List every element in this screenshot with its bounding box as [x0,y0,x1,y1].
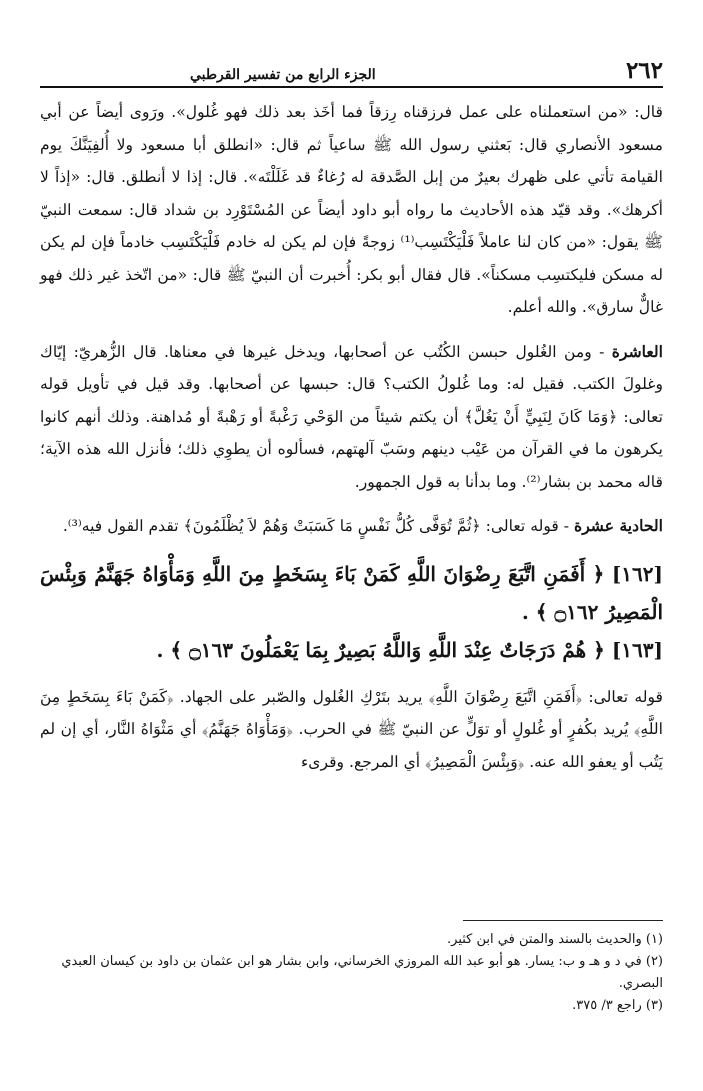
verse-163-number: [١٦٣] [611,637,663,662]
footnote-3: (٣) راجع ٣/ ٣٧٥. [572,998,663,1013]
section-eleventh-title: الحادية عشرة [574,516,663,535]
section-tenth [40,336,663,499]
running-title: الجزء الرابع من تفسير القرطبي [190,67,376,83]
paragraph-separator [40,543,663,555]
section-tenth-title: العاشرة [611,341,663,361]
section-eleventh-text: - قوله تعالى: ﴿ثُمَّ تُوَفَّى كُلُّ نَفْسٍ مَا كَسَبَتْ وَهُمْ لاَ يُظْلَمُونَ﴾ تقدم القول فيه⁽³⁾. [62,517,575,535]
page-header [40,52,663,88]
footnote-divider [463,920,663,921]
paragraph-1: قال: «من استعملناه على عمل فرزقناه رِزقاً فما أخَذ بعد ذلك فهو غُلول». ورَوى أيضاً عن أبي مسعود الأنصاري قال: بَعثني رسول الله ﷺ ساعياً ثم قال: «انطلق أبا مسعود ولا أُلفِيَنَّكَ يوم القيامة تأتي على ظهرك بعيرٌ من إبل الصَّدقة له رُغاءٌ قد غَلَلْتَه». قال: إذا لا أنطلق. قال: «إذاً لا أكرهك». وقد قيّد هذه الأحاديث ما رواه أبو داود أيضاً عن المُسْتَوْرِد بن شداد قال: سمعت النبيّ ﷺ يقول: «من كان لنا عاملاً فَلْيَكْتَسِب⁽¹⁾ زوجةً فإن لم يكن له خادم فَلْيَكْتَسِب خادماً فإن لم يكن له مسكن فليكتسِب مسكناً». قال فقال أبو بكر: أُخبرت أن النبيّ ﷺ قال: «من اتّخذ غير ذلك فهو غالٌّ سارق». والله أعلم. [40,103,663,316]
verse-162-text: ﴿ أَفَمَنِ اتَّبَعَ رِضْوَانَ اللَّهِ كَمَنْ بَاءَ بِسَخَطٍ مِنَ اللَّهِ وَمَأْوَاهُ جَهَنَّمُ وَبِئْسَ الْمَصِيرُ ۝١٦٢ ﴾ . [40,561,663,624]
footnote-1: (١) والحديث بالسند والمتن في ابن كثير. [447,932,663,947]
page-number: ٢٦٢ [625,57,663,84]
footnote-2: (٢) في د و هـ و ب: يسار. هو أبو عبد الله المروزي الخرساني، وابن بشار هو ابن عثمان بن داود بن كيسان العبدي البصري. [61,954,663,991]
verse-163 [40,631,663,669]
section-eleventh [40,510,663,543]
paragraph-commentary: قوله تعالى: ﴿أَفَمَنِ اتَّبَعَ رِضْوَانَ اللَّهِ﴾ يريد بتَرْكِ الغُلول والصّبر على الجهاد. ﴿كَمَنْ بَاءَ بِسَخَطٍ مِنَ اللَّهِ﴾ يُريد بكُفرٍ أو غُلولٍ أو توَلٍّ عن النبيّ ﷺ في الحرب. ﴿وَمَأْوَاهُ جَهَنَّمُ﴾ أي مَثْوَاهُ النَّار، أي إن لم يَتُب أو يعفو الله عنه. ﴿وَبِئْسَ الْمَصِيرُ﴾ أي المرجع. وقرىء [40,687,663,771]
section-tenth-text: - ومن الغُلول حبسن الكُتُب عن أصحابها، ويدخل غيرها في معناها. قال الزُّهريّ: إيّاك وغلولَ الكتب. فقيل له: وما غُلولُ الكتب؟ قال: حبسها عن أصحابها. وقد قيل في تأويل قوله تعالى: ﴿وَمَا كَانَ لِنَبِيٍّ أَنْ يَغُلَّ﴾ أن يكتم شيئاً من الوَحْي رَغْبةً أو رَهْبةً أو مُداهنة. وذلك أنهم كانوا يكرهون ما في القرآن من عَيْب دينهم وسَبّ آلهتهم، فسألوه أن يطوِي ذلك؛ فأنزل الله هذه الآية؛ قاله محمد بن بشار⁽²⁾. وما بدأنا به قول الجمهور. [40,342,663,491]
main-text [40,96,663,778]
verse-163-text: ﴿ هُمْ دَرَجَاتٌ عِنْدَ اللَّهِ وَاللَّهُ بَصِيرٌ بِمَا يَعْمَلُونَ ۝١٦٣ ﴾ . [156,637,605,662]
paragraph-separator [40,498,663,510]
paragraph-separator [40,669,663,681]
footnotes [40,920,663,1017]
verse-162 [40,555,663,631]
verse-162-number: [١٦٢] [611,561,663,586]
paragraph-separator [40,324,663,336]
